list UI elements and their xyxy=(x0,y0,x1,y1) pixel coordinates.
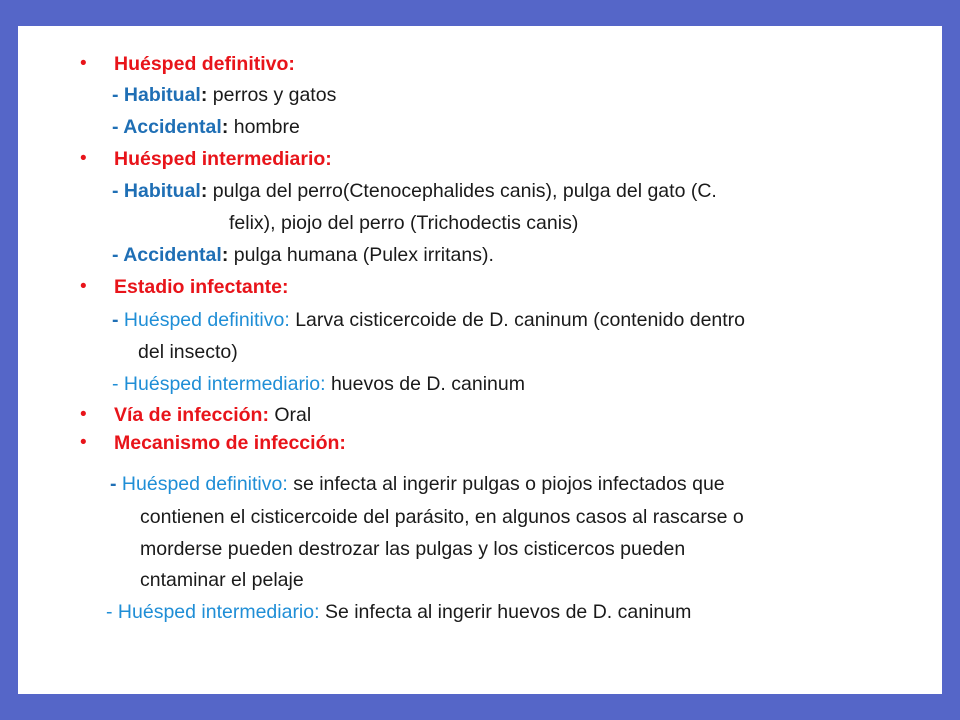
heading-label: Estadio infectante: xyxy=(114,276,289,298)
heading-label: Vía de infección: xyxy=(114,404,269,426)
text-mecanismo-definitivo-4: cntaminar el pelaje xyxy=(140,569,304,591)
text-habitual-cont: felix), piojo del perro (Trichodectis canis) xyxy=(229,212,579,234)
heading-label: Huésped intermediario: xyxy=(114,148,332,170)
text-mecanismo-definitivo-2: contienen el cisticercoide del parásito, en algunos casos al rascarse o xyxy=(140,506,744,528)
colon: : xyxy=(221,116,229,138)
line-habitual-definitivo xyxy=(112,83,336,107)
heading-huesped-definitivo xyxy=(114,52,295,76)
label-huesped-definitivo: Huésped definitivo: xyxy=(123,309,290,331)
line-mecanismo-definitivo xyxy=(110,472,725,496)
text-via-infeccion: Oral xyxy=(268,404,312,426)
text-mecanismo-intermediario: Se infecta al ingerir huevos de D. caninum xyxy=(319,601,692,623)
colon: : xyxy=(221,244,229,266)
heading-huesped-intermediario xyxy=(114,147,332,171)
bullet-dot: • xyxy=(80,276,87,297)
line-mecanismo-definitivo-2 xyxy=(140,505,744,529)
text-accidental: hombre xyxy=(228,116,300,138)
text-estadio-intermediario: huevos de D. caninum xyxy=(325,373,525,395)
line-estadio-definitivo xyxy=(112,308,745,332)
heading-label: Huésped definitivo: xyxy=(114,53,295,75)
label-huesped-definitivo: Huésped definitivo: xyxy=(121,473,288,495)
heading-estadio-infectante xyxy=(114,275,288,299)
heading-via-infeccion xyxy=(114,403,311,427)
bullet-dot: • xyxy=(80,148,87,169)
dash: - xyxy=(112,373,124,395)
text-habitual: perros y gatos xyxy=(207,84,337,106)
bullet-dot: • xyxy=(80,432,87,453)
heading-label: Mecanismo de infección: xyxy=(114,432,346,454)
line-mecanismo-definitivo-3 xyxy=(140,537,685,561)
line-estadio-intermediario xyxy=(112,372,525,396)
line-accidental-definitivo xyxy=(112,115,300,139)
bullet-dot: • xyxy=(80,53,87,74)
colon: : xyxy=(200,180,208,202)
label-huesped-intermediario: Huésped intermediario: xyxy=(123,373,326,395)
label-accidental: - Accidental xyxy=(112,244,222,266)
label-huesped-intermediario: Huésped intermediario: xyxy=(117,601,320,623)
text-mecanismo-definitivo: se infecta al ingerir pulgas o piojos infectados que xyxy=(287,473,725,495)
label-habitual: - Habitual xyxy=(112,84,201,106)
text-accidental: pulga humana (Pulex irritans). xyxy=(228,244,494,266)
slide-content xyxy=(18,26,942,694)
line-accidental-intermediario xyxy=(112,243,494,267)
dash: - xyxy=(110,473,122,495)
line-mecanismo-definitivo-4 xyxy=(140,568,304,592)
dash: - xyxy=(106,601,118,623)
text-mecanismo-definitivo-3: morderse pueden destrozar las pulgas y los cisticercos pueden xyxy=(140,538,686,560)
label-habitual: - Habitual xyxy=(112,180,201,202)
text-estadio-definitivo: Larva cisticercoide de D. caninum (contenido dentro xyxy=(289,309,746,331)
colon: : xyxy=(200,84,208,106)
text-habitual: pulga del perro(Ctenocephalides canis), pulga del gato (C. xyxy=(207,180,717,202)
dash: - xyxy=(112,309,124,331)
line-estadio-definitivo-cont xyxy=(138,340,238,364)
heading-mecanismo-infeccion xyxy=(114,431,346,455)
line-habitual-intermediario xyxy=(112,179,717,203)
slide xyxy=(18,26,942,694)
text-estadio-definitivo-cont: del insecto) xyxy=(138,341,238,363)
bullet-dot: • xyxy=(80,404,87,425)
label-accidental: - Accidental xyxy=(112,116,222,138)
line-mecanismo-intermediario xyxy=(106,600,691,624)
line-habitual-intermediario-cont xyxy=(229,211,578,235)
